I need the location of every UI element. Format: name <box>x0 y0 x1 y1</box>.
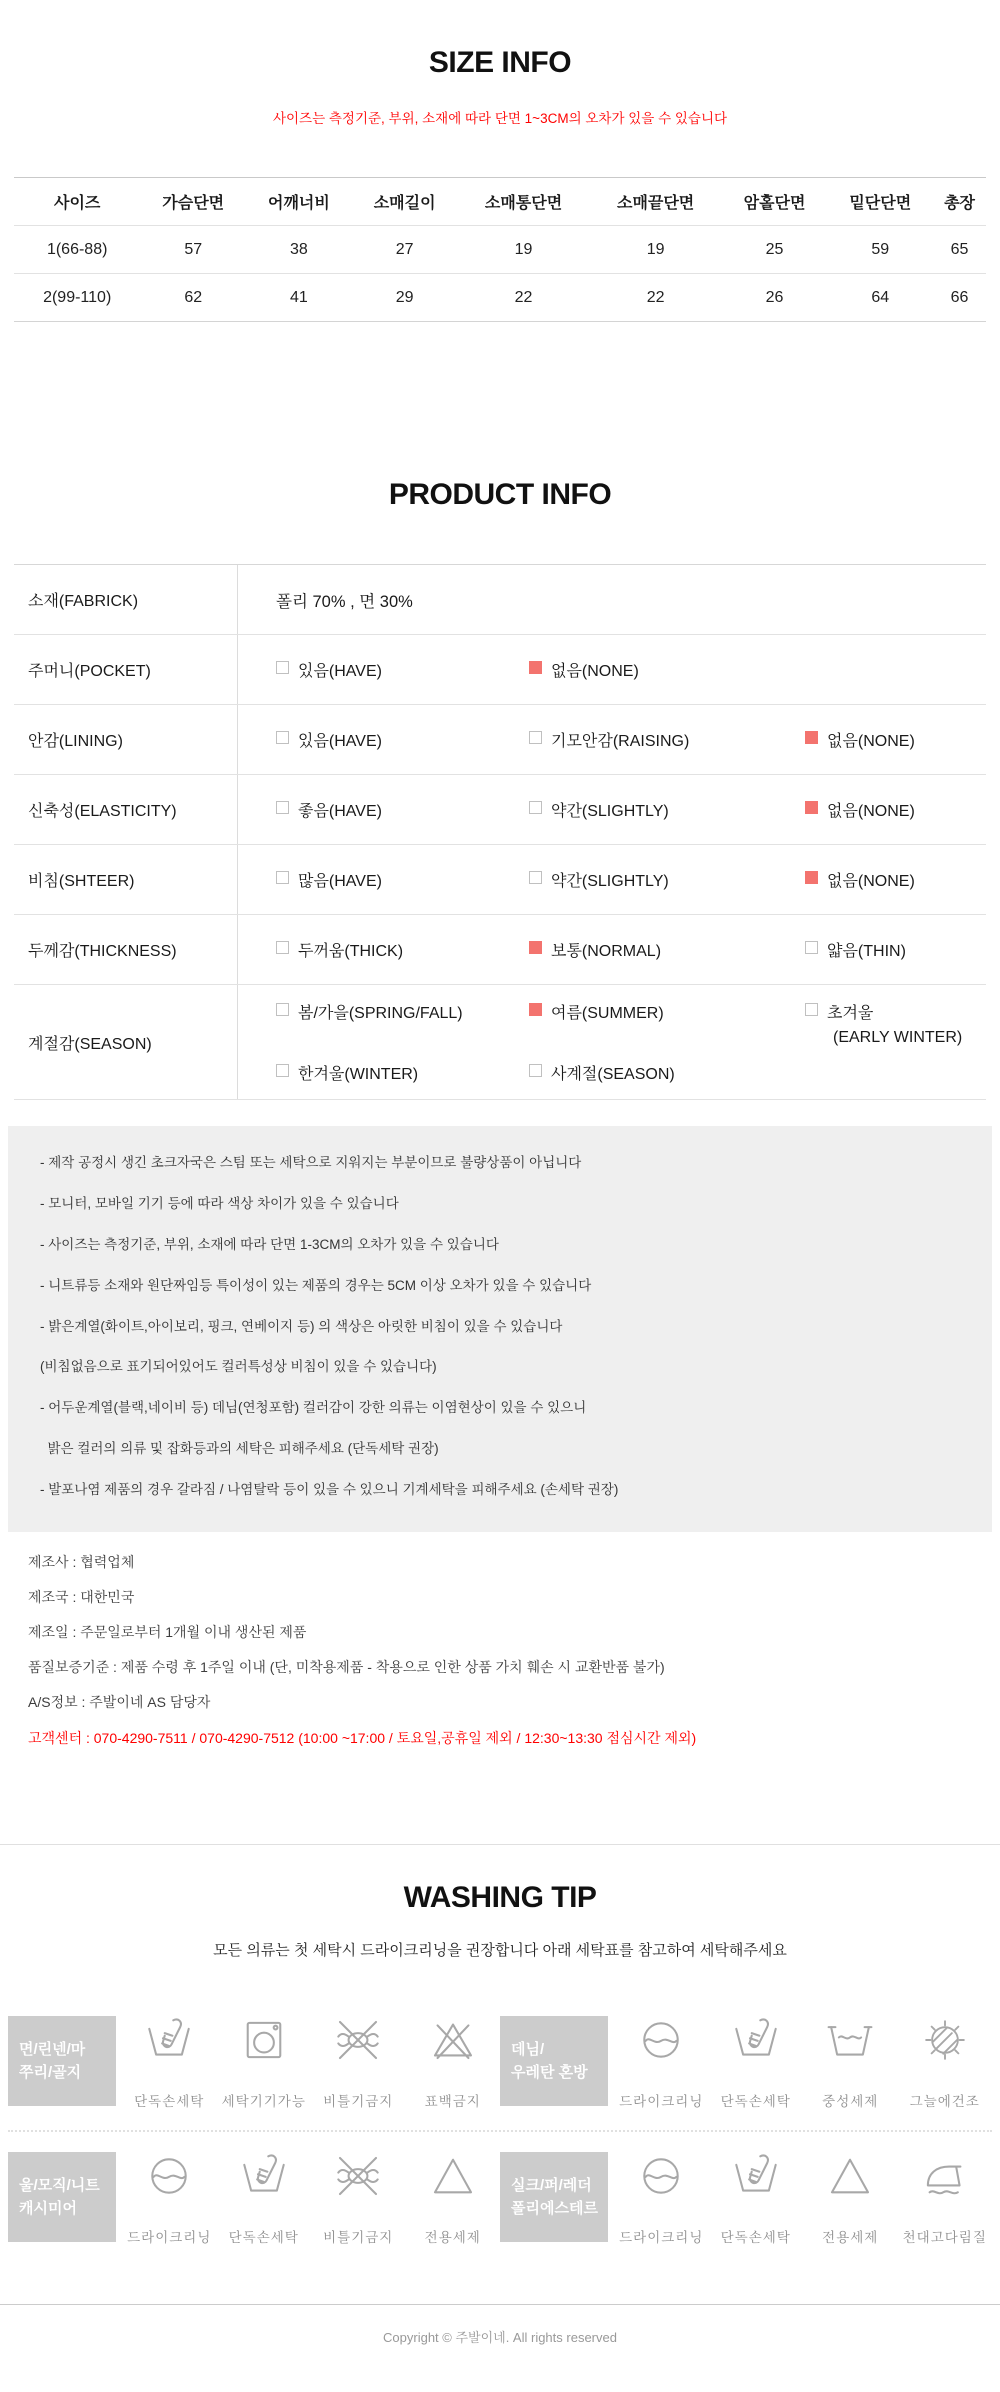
washing-icon-cell <box>217 2152 312 2246</box>
washing-icon-caption: 단독손세탁 <box>134 2094 205 2110</box>
checkbox-unchecked-icon <box>276 1003 289 1016</box>
product-option <box>805 868 986 891</box>
size-tolerance-note: 사이즈는 측정기준, 부위, 소재에 따라 단면 1~3CM의 오차가 있을 수 있습니다 <box>272 111 728 126</box>
product-option <box>529 868 805 891</box>
washing-icon-caption: 드라이크리닝 <box>619 2094 704 2110</box>
product-option <box>529 938 805 961</box>
size-column-header: 사이즈 <box>14 178 140 226</box>
washing-icon-list <box>122 2016 500 2110</box>
washing-icon-cell <box>614 2016 709 2110</box>
no-bleach-icon <box>429 2016 477 2064</box>
option-grid <box>276 1000 986 1084</box>
product-info-row <box>14 635 986 705</box>
size-value-cell: 22 <box>590 274 722 322</box>
product-option <box>276 868 529 891</box>
size-value-cell: 27 <box>352 226 458 274</box>
washing-icon-cell <box>898 2016 993 2110</box>
size-table <box>14 177 986 322</box>
product-attribute-content <box>238 845 986 914</box>
notice-line: - 어두운계열(블랙,네이비 등) 데님(연청포함) 컬러감이 강한 의류는 이염현상이 있을 수 있으니 <box>40 1400 587 1416</box>
manufacturer-line: 제조국 : 대한민국 <box>28 1589 135 1606</box>
product-attribute-label: 소재(FABRICK) <box>14 565 238 634</box>
size-value-cell: 29 <box>352 274 458 322</box>
washing-icon-cell <box>122 2016 217 2110</box>
product-option <box>276 798 529 821</box>
special-detergent-icon <box>429 2152 477 2200</box>
washing-icon-cell <box>898 2152 993 2246</box>
option-grid <box>276 868 986 891</box>
notice-line: - 니트류등 소재와 원단짜임등 특이성이 있는 제품의 경우는 5CM 이상 오차가 있을 수 있습니다 <box>40 1277 592 1293</box>
washing-icon-caption: 전용세제 <box>822 2230 879 2246</box>
iron-cloth-icon <box>921 2152 969 2200</box>
checkbox-unchecked-icon <box>276 731 289 744</box>
size-info-section <box>0 0 1000 322</box>
copyright-footer: Copyright © 주발이네. All rights reserved <box>0 2304 1000 2392</box>
checkbox-unchecked-icon <box>276 871 289 884</box>
size-column-header: 어깨너비 <box>246 178 352 226</box>
washing-icon-cell <box>803 2152 898 2246</box>
washing-icon-cell <box>122 2152 217 2246</box>
product-option <box>276 728 529 751</box>
product-info-row <box>14 775 986 845</box>
washing-icon-cell <box>311 2016 406 2110</box>
washing-group <box>8 2016 500 2110</box>
size-column-header: 소매끝단면 <box>590 178 722 226</box>
hand-wash-icon <box>145 2016 193 2064</box>
washing-icon-caption: 표백금지 <box>424 2094 481 2110</box>
option-label: 있음(HAVE) <box>298 663 382 680</box>
dry-clean-icon <box>637 2016 685 2064</box>
product-option <box>805 1000 986 1047</box>
product-info-row <box>14 845 986 915</box>
hand-wash-icon <box>732 2016 780 2064</box>
fabric-group-label-line: 실크/퍼/레더 <box>511 2176 592 2194</box>
special-detergent-icon <box>826 2152 874 2200</box>
option-label: 두꺼움(THICK) <box>298 943 404 960</box>
fabric-group-label-line: 폴리에스테르 <box>511 2200 598 2218</box>
product-attribute-label: 주머니(POCKET) <box>14 635 238 704</box>
checkbox-checked-icon <box>529 941 542 954</box>
manufacturer-info <box>28 1552 972 1748</box>
size-value-cell: 38 <box>246 226 352 274</box>
shade-dry-icon <box>921 2016 969 2064</box>
hand-wash-icon <box>732 2152 780 2200</box>
washing-icon-caption: 중성세제 <box>822 2094 879 2110</box>
product-attribute-content <box>238 915 986 984</box>
product-option <box>529 658 805 681</box>
notice-line: (비침없음으로 표기되어있어도 컬러특성상 비침이 있을 수 있습니다) <box>40 1359 437 1375</box>
product-attribute-label: 계절감(SEASON) <box>14 985 238 1099</box>
fabric-group-label <box>500 2016 608 2106</box>
option-grid <box>276 658 986 681</box>
washing-icon-caption: 단독손세탁 <box>228 2230 299 2246</box>
neutral-detergent-icon <box>826 2016 874 2064</box>
product-attribute-content <box>238 635 986 704</box>
checkbox-unchecked-icon <box>276 661 289 674</box>
product-option <box>276 1061 529 1084</box>
notice-line: - 밝은계열(화이트,아이보리, 핑크, 연베이지 등) 의 색상은 아릿한 비침이 있을 수 있습니다 <box>40 1318 563 1334</box>
product-option <box>276 658 529 681</box>
option-label: 여름(SUMMER) <box>551 1005 664 1022</box>
dry-clean-icon <box>637 2152 685 2200</box>
notice-box <box>8 1126 992 1532</box>
size-value-cell: 22 <box>457 274 589 322</box>
customer-center-line: 고객센터 : 070-4290-7511 / 070-4290-7512 (10:00 ~17:00 / 토요일,공휴일 제외 / 12:30~13:30 점심시간 제외) <box>28 1730 697 1747</box>
size-row-label: 2(99-110) <box>14 274 140 322</box>
checkbox-unchecked-icon <box>529 731 542 744</box>
product-option <box>276 938 529 961</box>
washing-icon-cell <box>217 2016 312 2110</box>
product-attribute-label: 두께감(THICKNESS) <box>14 915 238 984</box>
washing-icon-cell <box>406 2016 501 2110</box>
washing-group <box>8 2152 500 2246</box>
option-label: 없음(NONE) <box>551 663 639 680</box>
notice-line: - 제작 공정시 생긴 초크자국은 스팀 또는 세탁으로 지워지는 부분이므로 불량상품이 아닙니다 <box>40 1155 582 1170</box>
washing-icon-cell <box>311 2152 406 2246</box>
checkbox-checked-icon <box>805 801 818 814</box>
size-table-row <box>14 274 986 322</box>
option-label: 없음(NONE) <box>827 733 915 750</box>
fabric-group-label-line: 면/린넨/마 <box>19 2040 86 2058</box>
product-option <box>805 798 986 821</box>
washing-icon-list <box>122 2152 500 2246</box>
washing-machine-icon <box>240 2016 288 2064</box>
washing-group <box>500 2152 992 2246</box>
size-value-cell: 19 <box>457 226 589 274</box>
size-column-header: 총장 <box>933 178 986 226</box>
size-value-cell: 41 <box>246 274 352 322</box>
washing-tip-subtitle: 모든 의류는 첫 세탁시 드라이크리닝을 권장합니다 아래 세탁표를 참고하여 세탁해주세요 <box>213 1942 787 1960</box>
product-info-row <box>14 915 986 985</box>
size-value-cell: 65 <box>933 226 986 274</box>
size-table-header-row <box>14 178 986 226</box>
product-option <box>529 1000 805 1023</box>
washing-group <box>500 2016 992 2110</box>
option-label: 초겨울 <box>827 1005 874 1022</box>
washing-icon-cell <box>709 2016 804 2110</box>
checkbox-checked-icon <box>529 661 542 674</box>
washing-tip-title: WASHING TIP <box>403 1881 597 1915</box>
washing-icon-caption: 전용세제 <box>424 2230 481 2246</box>
option-label: 보통(NORMAL) <box>551 943 662 960</box>
size-value-cell: 25 <box>722 226 828 274</box>
size-table-body <box>14 226 986 322</box>
size-column-header: 소매통단면 <box>457 178 589 226</box>
washing-icon-caption: 비틀기금지 <box>323 2230 394 2246</box>
hand-wash-icon <box>240 2152 288 2200</box>
no-wring-icon <box>334 2016 382 2064</box>
washing-icon-caption: 천대고다림질 <box>902 2230 987 2246</box>
fabric-group-label <box>8 2152 116 2242</box>
notice-line: - 사이즈는 측정기준, 부위, 소재에 따라 단면 1-3CM의 오차가 있을 수 있습니다 <box>40 1236 499 1252</box>
fabric-value: 폴리 70% , 면 30% <box>276 592 413 611</box>
fabric-group-label <box>500 2152 608 2242</box>
size-column-header: 밑단단면 <box>827 178 933 226</box>
product-option <box>529 728 805 751</box>
option-label: 사계절(SEASON) <box>551 1066 675 1083</box>
option-label-second-line: (EARLY WINTER) <box>833 1029 963 1046</box>
option-label-group <box>827 1000 962 1047</box>
option-label: 약간(SLIGHTLY) <box>551 803 669 820</box>
product-option <box>805 728 986 751</box>
manufacturer-line: 품질보증기준 : 제품 수령 후 1주일 이내 (단, 미착용제품 - 착용으로 인한 상품 가치 훼손 시 교환반품 불가) <box>28 1659 665 1676</box>
size-info-title: SIZE INFO <box>428 46 572 79</box>
product-attribute-content <box>238 565 986 634</box>
product-info-row <box>14 985 986 1100</box>
option-label: 얇음(THIN) <box>827 943 906 960</box>
fabric-group-label-line: 울/모직/니트 <box>19 2176 100 2194</box>
size-value-cell: 26 <box>722 274 828 322</box>
washing-icon-caption: 드라이크리닝 <box>619 2230 704 2246</box>
option-grid <box>276 798 986 821</box>
washing-icon-caption: 세탁기기가능 <box>221 2094 306 2110</box>
option-label: 약간(SLIGHTLY) <box>551 873 669 890</box>
washing-row <box>8 2152 992 2246</box>
notice-line: - 발포나염 제품의 경우 갈라짐 / 나염탈락 등이 있을 수 있으니 기계세탁을 피해주세요 (손세탁 권장) <box>40 1482 619 1498</box>
size-value-cell: 57 <box>140 226 246 274</box>
washing-tip-section <box>0 1844 1000 2246</box>
washing-icon-caption: 비틀기금지 <box>323 2094 394 2110</box>
manufacturer-line: 제조사 : 협력업체 <box>28 1554 135 1571</box>
product-attribute-label: 신축성(ELASTICITY) <box>14 775 238 844</box>
manufacturer-line: 제조일 : 주문일로부터 1개월 이내 생산된 제품 <box>28 1624 307 1641</box>
size-value-cell: 19 <box>590 226 722 274</box>
option-label: 좋음(HAVE) <box>298 803 382 820</box>
notice-line: - 모니터, 모바일 기기 등에 따라 색상 차이가 있을 수 있습니다 <box>40 1195 399 1211</box>
size-value-cell: 64 <box>827 274 933 322</box>
size-table-row <box>14 226 986 274</box>
fabric-group-label-line: 우레탄 혼방 <box>511 2064 588 2082</box>
option-label: 없음(NONE) <box>827 873 915 890</box>
size-value-cell: 59 <box>827 226 933 274</box>
size-column-header: 암홀단면 <box>722 178 828 226</box>
product-info-section <box>0 478 1000 1100</box>
washing-icon-caption: 드라이크리닝 <box>127 2230 212 2246</box>
checkbox-checked-icon <box>805 731 818 744</box>
washing-icon-caption: 그늘에건조 <box>909 2094 980 2110</box>
product-info-table <box>14 564 986 1100</box>
washing-icon-caption: 단독손세탁 <box>720 2230 791 2246</box>
product-attribute-label: 비침(SHTEER) <box>14 845 238 914</box>
checkbox-checked-icon <box>529 1003 542 1016</box>
checkbox-unchecked-icon <box>805 1003 818 1016</box>
option-label: 많음(HAVE) <box>298 873 382 890</box>
checkbox-unchecked-icon <box>529 801 542 814</box>
dry-clean-icon <box>145 2152 193 2200</box>
option-grid <box>276 938 986 961</box>
washing-icon-cell <box>614 2152 709 2246</box>
product-attribute-content <box>238 775 986 844</box>
option-label: 한겨울(WINTER) <box>298 1066 419 1083</box>
size-value-cell: 62 <box>140 274 246 322</box>
size-column-header: 소매길이 <box>352 178 458 226</box>
checkbox-unchecked-icon <box>805 941 818 954</box>
checkbox-unchecked-icon <box>276 941 289 954</box>
washing-icon-caption: 단독손세탁 <box>720 2094 791 2110</box>
washing-icon-cell <box>406 2152 501 2246</box>
checkbox-unchecked-icon <box>276 1064 289 1077</box>
manufacturer-line: A/S정보 : 주발이네 AS 담당자 <box>28 1694 211 1711</box>
fabric-group-label-line: 캐시미어 <box>19 2200 77 2218</box>
washing-icon-cell <box>709 2152 804 2246</box>
product-info-row <box>14 705 986 775</box>
product-option <box>529 798 805 821</box>
product-attribute-content <box>238 985 986 1099</box>
product-info-title: PRODUCT INFO <box>388 478 612 511</box>
checkbox-unchecked-icon <box>529 1064 542 1077</box>
washing-row <box>8 2016 992 2110</box>
checkbox-checked-icon <box>805 871 818 884</box>
size-row-label: 1(66-88) <box>14 226 140 274</box>
fabric-group-label-line: 데님/ <box>511 2040 545 2058</box>
notice-line: 밝은 컬러의 의류 및 잡화등과의 세탁은 피해주세요 (단독세탁 권장) <box>40 1441 439 1457</box>
fabric-group-label-line: 쭈리/골지 <box>19 2064 82 2082</box>
option-grid <box>276 728 986 751</box>
product-option <box>529 1061 805 1084</box>
fabric-group-label <box>8 2016 116 2106</box>
washing-icon-list <box>614 2016 992 2110</box>
product-info-row <box>14 565 986 635</box>
option-label: 없음(NONE) <box>827 803 915 820</box>
size-value-cell: 66 <box>933 274 986 322</box>
option-label: 봄/가을(SPRING/FALL) <box>298 1005 463 1022</box>
washing-grid <box>8 2016 992 2246</box>
option-label: 기모안감(RAISING) <box>551 733 690 750</box>
product-option <box>805 938 986 961</box>
dotted-separator <box>8 2130 992 2132</box>
option-label: 있음(HAVE) <box>298 733 382 750</box>
product-option <box>276 1000 529 1023</box>
product-attribute-label: 안감(LINING) <box>14 705 238 774</box>
checkbox-unchecked-icon <box>276 801 289 814</box>
washing-icon-list <box>614 2152 992 2246</box>
checkbox-unchecked-icon <box>529 871 542 884</box>
product-attribute-content <box>238 705 986 774</box>
no-wring-icon <box>334 2152 382 2200</box>
size-column-header: 가슴단면 <box>140 178 246 226</box>
washing-icon-cell <box>803 2016 898 2110</box>
